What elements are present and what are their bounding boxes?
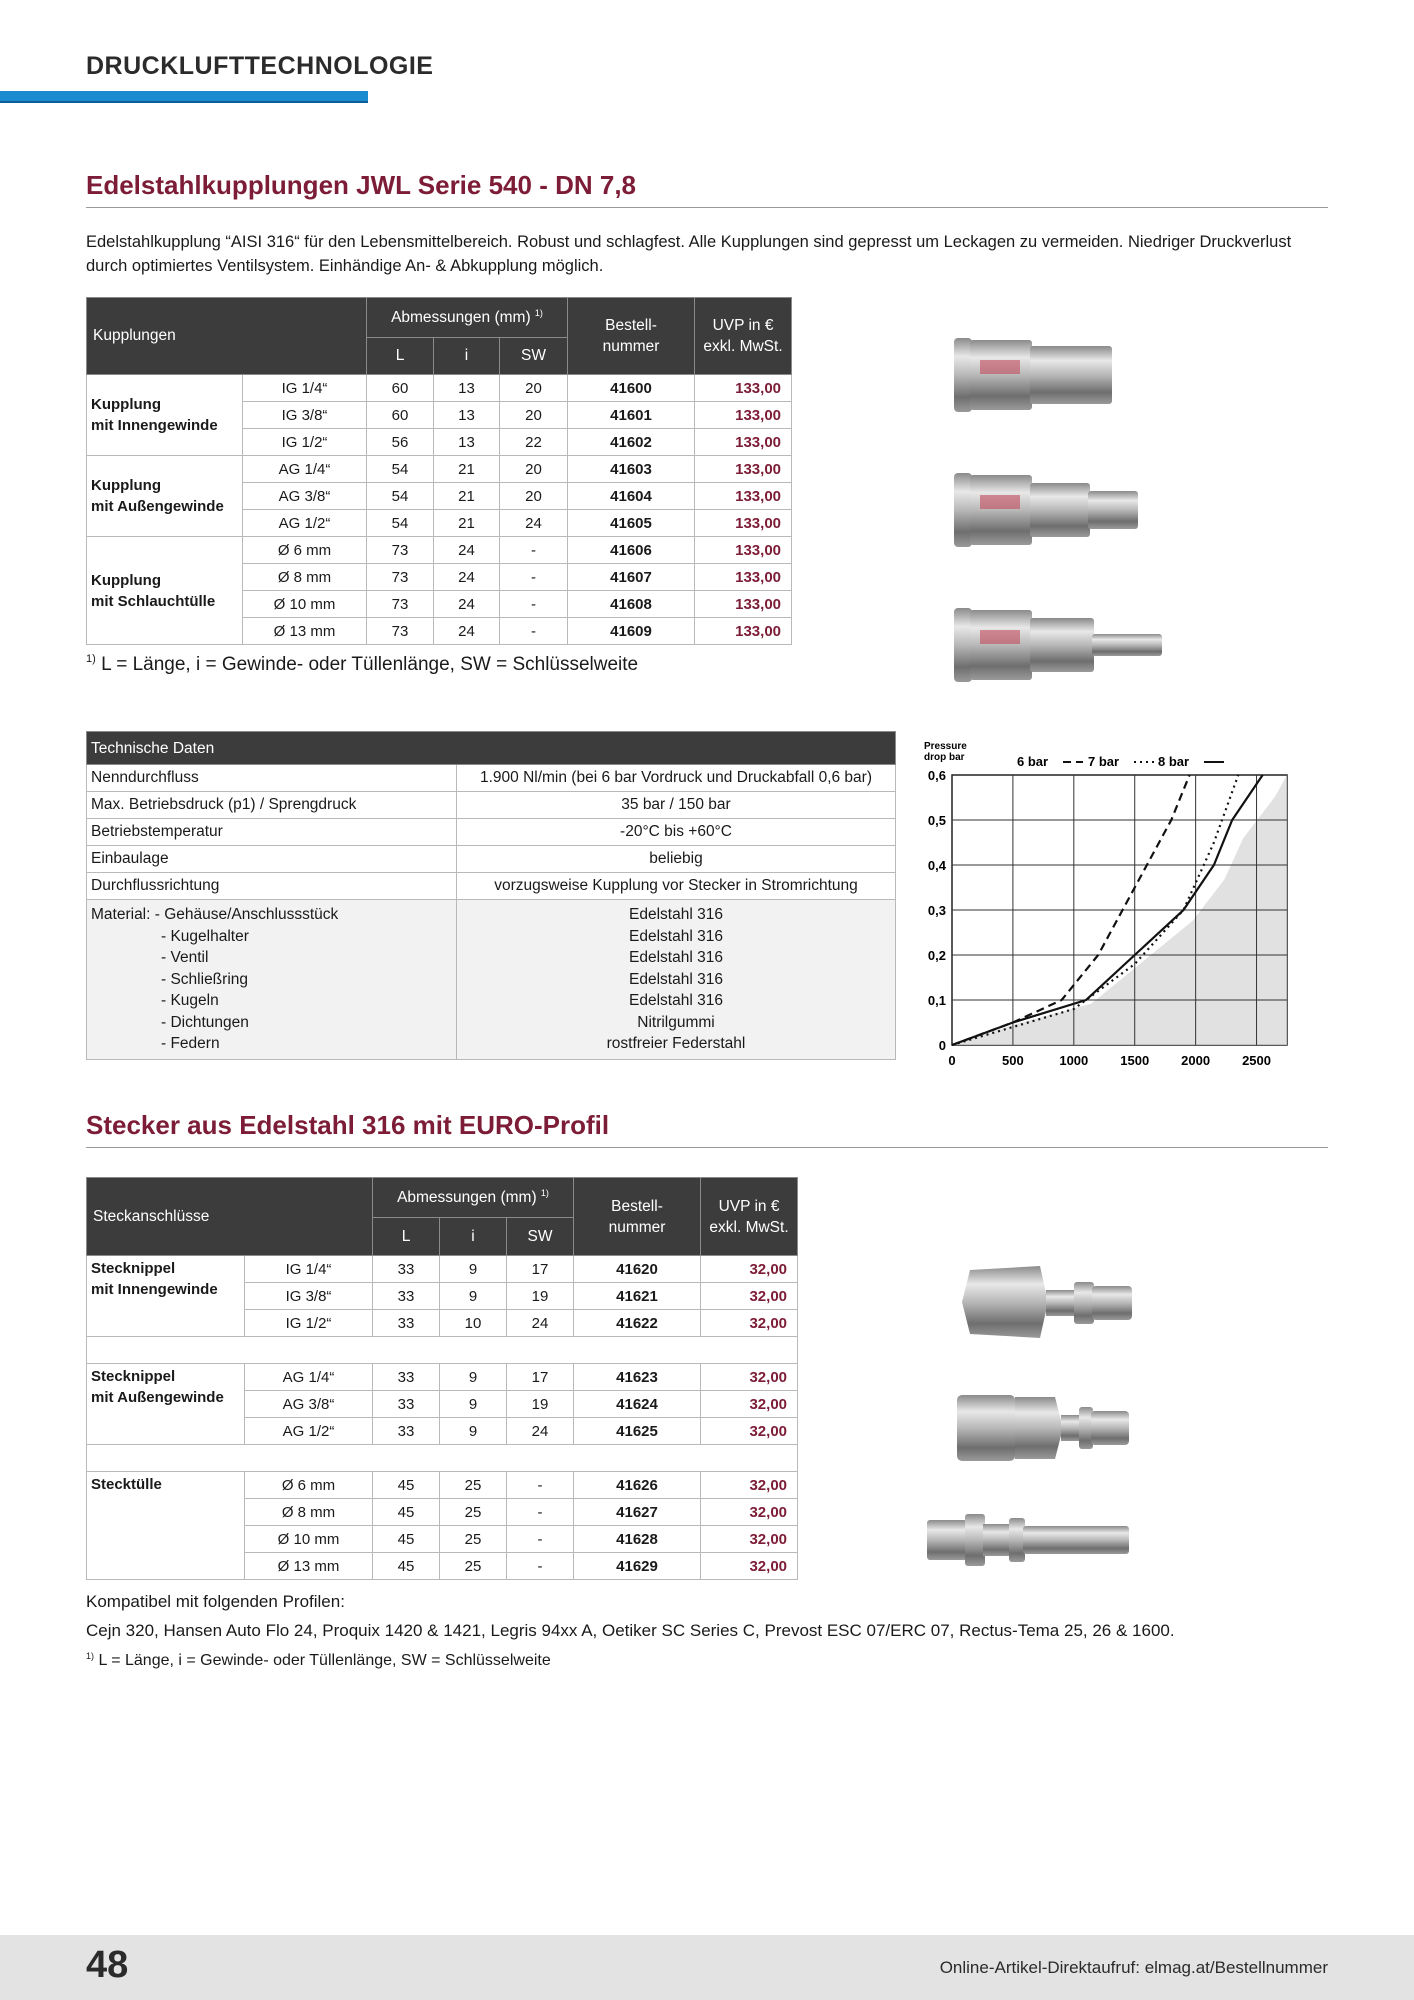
wrench-size-cell: - <box>507 1472 574 1499</box>
wrench-size-cell: - <box>500 537 568 564</box>
order-number-cell: 41604 <box>568 483 695 510</box>
size-cell: Ø 10 mm <box>245 1526 373 1553</box>
price-cell: 32,00 <box>701 1256 798 1283</box>
chart-legend-label: 6 bar <box>1017 754 1049 769</box>
size-cell: Ø 13 mm <box>243 618 367 645</box>
length-cell: 56 <box>367 429 434 456</box>
order-number-cell: 41621 <box>574 1283 701 1310</box>
material-part-label: - Federn <box>161 1035 220 1052</box>
size-cell: IG 3/8“ <box>243 402 367 429</box>
table-row <box>87 375 792 402</box>
order-number-cell: 41607 <box>568 564 695 591</box>
order-number-cell: 41605 <box>568 510 695 537</box>
thread-length-cell: 9 <box>440 1256 507 1283</box>
thread-length-cell: 9 <box>440 1418 507 1445</box>
wrench-size-cell: 24 <box>507 1310 574 1337</box>
material-part-value: Edelstahl 316 <box>629 927 723 945</box>
material-labels <box>87 900 457 1060</box>
compat-label: Kompatibel mit folgenden Profilen: <box>86 1592 345 1611</box>
length-cell: 54 <box>367 483 434 510</box>
chart-x-tick-label: 2000 <box>1181 1053 1211 1068</box>
chart-y-tick-label: 0,6 <box>927 768 946 783</box>
price-cell: 133,00 <box>695 375 792 402</box>
tech-value: 35 bar / 150 bar <box>457 792 896 819</box>
tech-row <box>87 873 896 900</box>
tech-table-title: Technische Daten <box>87 732 896 765</box>
chart-legend-label: 7 bar <box>1088 754 1120 769</box>
price-cell: 32,00 <box>701 1391 798 1418</box>
group-spacer <box>87 1337 798 1364</box>
group-label: Kupplung mit Außengewinde <box>87 456 243 537</box>
length-cell: 45 <box>373 1472 440 1499</box>
length-cell: 73 <box>367 564 434 591</box>
length-cell: 33 <box>373 1391 440 1418</box>
thread-length-cell: 25 <box>440 1499 507 1526</box>
wrench-size-cell: 19 <box>507 1391 574 1418</box>
group-label: Stecknippel mit Außengewinde <box>87 1364 245 1445</box>
tech-label: Nenndurchfluss <box>87 765 457 792</box>
tech-row <box>87 819 896 846</box>
length-cell: 54 <box>367 510 434 537</box>
price-cell: 32,00 <box>701 1364 798 1391</box>
tech-row <box>87 765 896 792</box>
length-cell: 33 <box>373 1310 440 1337</box>
group-label: Kupplung mit Schlauchtülle <box>87 537 243 645</box>
table-row <box>87 1364 798 1391</box>
tech-row <box>87 792 896 819</box>
header-accent-bar <box>0 91 368 101</box>
compat-list: Cejn 320, Hansen Auto Flo 24, Proquix 1420 & 1421, Legris 94xx A, Oetiker SC Series C, Prevost ESC 07/ERC 07, Rectus-Tema 25, 26 & 1600. <box>86 1621 1175 1640</box>
col-header-order: Bestell- nummer <box>568 298 695 375</box>
col-header-dims: Abmessungen (mm) $^{1)}$ <box>367 298 568 338</box>
thread-length-cell: 9 <box>440 1391 507 1418</box>
thread-length-cell: 24 <box>434 564 500 591</box>
wrench-size-cell: - <box>500 591 568 618</box>
thread-length-cell: 21 <box>434 483 500 510</box>
chart-x-tick-label: 2500 <box>1242 1053 1272 1068</box>
price-cell: 133,00 <box>695 537 792 564</box>
size-cell: AG 1/2“ <box>243 510 367 537</box>
size-cell: AG 1/2“ <box>245 1418 373 1445</box>
chart-y-tick-label: 0,4 <box>927 858 946 873</box>
price-cell: 133,00 <box>695 564 792 591</box>
group-label: Stecknippel mit Innengewinde <box>87 1256 245 1337</box>
tech-label: Durchflussrichtung <box>87 873 457 900</box>
size-cell: AG 3/8“ <box>245 1391 373 1418</box>
price-cell: 133,00 <box>695 510 792 537</box>
length-cell: 33 <box>373 1256 440 1283</box>
tech-label: Max. Betriebsdruck (p1) / Sprengdruck <box>87 792 457 819</box>
order-number-cell: 41625 <box>574 1418 701 1445</box>
footer-link-text: Online-Artikel-Direktaufruf: elmag.at/Bestellnummer <box>939 1958 1328 1977</box>
group-label: Kupplung mit Innengewinde <box>87 375 243 456</box>
table-row <box>87 1256 798 1283</box>
thread-length-cell: 24 <box>434 591 500 618</box>
chart-y-axis-label: drop bar <box>924 752 965 763</box>
col-header-sw: SW <box>507 1218 574 1256</box>
material-values <box>457 900 896 1060</box>
price-cell: 133,00 <box>695 402 792 429</box>
size-cell: IG 1/2“ <box>245 1310 373 1337</box>
wrench-size-cell: - <box>500 564 568 591</box>
length-cell: 33 <box>373 1418 440 1445</box>
coupling-hose-tail-image <box>950 600 1175 690</box>
order-number-cell: 41601 <box>568 402 695 429</box>
order-number-cell: 41609 <box>568 618 695 645</box>
chart-legend-label: 8 bar <box>1158 754 1190 769</box>
order-number-cell: 41603 <box>568 456 695 483</box>
section1-title: Edelstahlkupplungen JWL Serie 540 - DN 7,8 <box>86 170 636 200</box>
wrench-size-cell: - <box>507 1499 574 1526</box>
price-cell: 32,00 <box>701 1472 798 1499</box>
page-number: 48 <box>86 1944 129 1986</box>
chart-y-axis-label: Pressure <box>924 741 967 752</box>
thread-length-cell: 13 <box>434 429 500 456</box>
wrench-size-cell: - <box>507 1553 574 1580</box>
plug-male-thread-image <box>955 1385 1135 1470</box>
wrench-size-cell: 20 <box>500 402 568 429</box>
length-cell: 73 <box>367 618 434 645</box>
col-header-i: i <box>440 1218 507 1256</box>
wrench-size-cell: - <box>507 1526 574 1553</box>
tech-value: vorzugsweise Kupplung vor Stecker in Stromrichtung <box>457 873 896 900</box>
col-header-i: i <box>434 338 500 375</box>
price-cell: 32,00 <box>701 1553 798 1580</box>
wrench-size-cell: 20 <box>500 375 568 402</box>
col-header-price: UVP in € exkl. MwSt. <box>701 1178 798 1256</box>
length-cell: 73 <box>367 591 434 618</box>
length-cell: 45 <box>373 1553 440 1580</box>
section1-description: Edelstahlkupplung “AISI 316“ für den Lebensmittelbereich. Robust und schlagfest. Alle Kupplungen sind gepresst um Leckagen zu vermeiden. Niedriger Druckverlust durch optimiertes Ventilsystem. Einhändige An- & Abkupplung möglich. <box>86 233 1292 275</box>
material-part-value: Edelstahl 316 <box>629 949 723 966</box>
length-cell: 54 <box>367 456 434 483</box>
table-row <box>87 1472 798 1499</box>
price-cell: 32,00 <box>701 1283 798 1310</box>
section1-footnote: $^{1)}$ L = Länge, i = Gewinde- oder Tüllenlänge, SW = Schlüsselweite <box>86 653 639 675</box>
section2-rule <box>86 1147 1328 1148</box>
wrench-size-cell: - <box>500 618 568 645</box>
plug-table <box>86 1177 798 1580</box>
plug-female-thread-image <box>960 1260 1140 1345</box>
size-cell: AG 3/8“ <box>243 483 367 510</box>
order-number-cell: 41602 <box>568 429 695 456</box>
material-part-label: - Ventil <box>161 949 209 966</box>
wrench-size-cell: 20 <box>500 483 568 510</box>
tech-material-row <box>87 900 896 1060</box>
technical-data-table <box>86 731 896 1060</box>
wrench-size-cell: 19 <box>507 1283 574 1310</box>
material-part-label: - Kugelhalter <box>161 927 249 945</box>
price-cell: 32,00 <box>701 1418 798 1445</box>
size-cell: IG 3/8“ <box>245 1283 373 1310</box>
price-cell: 32,00 <box>701 1310 798 1337</box>
length-cell: 60 <box>367 402 434 429</box>
chart-x-tick-label: 0 <box>948 1053 956 1068</box>
thread-length-cell: 24 <box>434 537 500 564</box>
thread-length-cell: 9 <box>440 1283 507 1310</box>
coupling-table <box>86 297 792 645</box>
table-row <box>87 456 792 483</box>
material-part-label: - Kugeln <box>161 992 219 1009</box>
tech-value: -20°C bis +60°C <box>457 819 896 846</box>
size-cell: IG 1/4“ <box>243 375 367 402</box>
tech-label: Betriebstemperatur <box>87 819 457 846</box>
order-number-cell: 41629 <box>574 1553 701 1580</box>
size-cell: AG 1/4“ <box>245 1364 373 1391</box>
order-number-cell: 41600 <box>568 375 695 402</box>
order-number-cell: 41606 <box>568 537 695 564</box>
size-cell: AG 1/4“ <box>243 456 367 483</box>
header-accent-line <box>0 101 368 103</box>
price-cell: 133,00 <box>695 591 792 618</box>
section1-rule <box>86 207 1328 208</box>
size-cell: Ø 10 mm <box>243 591 367 618</box>
order-number-cell: 41624 <box>574 1391 701 1418</box>
size-cell: Ø 6 mm <box>243 537 367 564</box>
thread-length-cell: 13 <box>434 375 500 402</box>
price-cell: 32,00 <box>701 1526 798 1553</box>
material-part-label: - Schließring <box>161 970 248 988</box>
col-header-l: L <box>367 338 434 375</box>
material-part-label: Material: - Gehäuse/Anschlussstück <box>91 906 339 923</box>
thread-length-cell: 10 <box>440 1310 507 1337</box>
order-number-cell: 41622 <box>574 1310 701 1337</box>
price-cell: 133,00 <box>695 483 792 510</box>
section2-footnote: $^{1)}$ L = Länge, i = Gewinde- oder Tüllenlänge, SW = Schlüsselweite <box>86 1651 551 1669</box>
size-cell: Ø 6 mm <box>245 1472 373 1499</box>
thread-length-cell: 25 <box>440 1553 507 1580</box>
col-header-l: L <box>373 1218 440 1256</box>
material-part-value: Edelstahl 316 <box>629 906 723 923</box>
col-header-order: Bestell- nummer <box>574 1178 701 1256</box>
tech-value: 1.900 Nl/min (bei 6 bar Vordruck und Druckabfall 0,6 bar) <box>457 765 896 792</box>
section2-title: Stecker aus Edelstahl 316 mit EURO-Profil <box>86 1110 610 1140</box>
thread-length-cell: 25 <box>440 1526 507 1553</box>
chart-x-tick-label: 1500 <box>1120 1053 1150 1068</box>
coupling-male-thread-image <box>950 465 1150 555</box>
chart-y-tick-label: 0 <box>938 1038 946 1053</box>
wrench-size-cell: 20 <box>500 456 568 483</box>
coupling-female-thread-image <box>950 330 1120 420</box>
length-cell: 73 <box>367 537 434 564</box>
thread-length-cell: 13 <box>434 402 500 429</box>
material-part-value: Edelstahl 316 <box>629 970 723 988</box>
order-number-cell: 41623 <box>574 1364 701 1391</box>
price-cell: 133,00 <box>695 429 792 456</box>
size-cell: Ø 13 mm <box>245 1553 373 1580</box>
thread-length-cell: 24 <box>434 618 500 645</box>
length-cell: 33 <box>373 1364 440 1391</box>
chart-y-tick-label: 0,3 <box>927 903 946 918</box>
size-cell: IG 1/4“ <box>245 1256 373 1283</box>
tech-row <box>87 846 896 873</box>
tech-label: Einbaulage <box>87 846 457 873</box>
chart-y-tick-label: 0,2 <box>927 948 946 963</box>
col-header-dims: Abmessungen (mm) $^{1)}$ <box>373 1178 574 1218</box>
group-label: Stecktülle <box>87 1472 245 1580</box>
chart-x-tick-label: 1000 <box>1059 1053 1089 1068</box>
thread-length-cell: 25 <box>440 1472 507 1499</box>
pressure-drop-chart <box>918 735 1298 1068</box>
wrench-size-cell: 17 <box>507 1364 574 1391</box>
size-cell: IG 1/2“ <box>243 429 367 456</box>
table-row <box>87 537 792 564</box>
length-cell: 45 <box>373 1499 440 1526</box>
col-header-group: Kupplungen <box>87 298 367 375</box>
thread-length-cell: 21 <box>434 510 500 537</box>
order-number-cell: 41626 <box>574 1472 701 1499</box>
wrench-size-cell: 22 <box>500 429 568 456</box>
thread-length-cell: 21 <box>434 456 500 483</box>
col-header-group: Steckanschlüsse <box>87 1178 373 1256</box>
wrench-size-cell: 24 <box>500 510 568 537</box>
price-cell: 133,00 <box>695 618 792 645</box>
material-part-value: Nitrilgummi <box>637 1013 715 1031</box>
material-part-label: - Dichtungen <box>161 1013 249 1031</box>
chart-y-tick-label: 0,1 <box>927 993 946 1008</box>
length-cell: 60 <box>367 375 434 402</box>
chart-y-tick-label: 0,5 <box>927 813 946 828</box>
col-header-sw: SW <box>500 338 568 375</box>
col-header-price: UVP in € exkl. MwSt. <box>695 298 792 375</box>
chart-x-tick-label: 500 <box>1002 1053 1024 1068</box>
length-cell: 33 <box>373 1283 440 1310</box>
price-cell: 133,00 <box>695 456 792 483</box>
order-number-cell: 41608 <box>568 591 695 618</box>
plug-hose-tail-image <box>925 1510 1135 1570</box>
group-spacer <box>87 1445 798 1472</box>
material-part-value: rostfreier Federstahl <box>606 1035 746 1052</box>
material-part-value: Edelstahl 316 <box>629 992 723 1009</box>
tech-value: beliebig <box>457 846 896 873</box>
order-number-cell: 41620 <box>574 1256 701 1283</box>
size-cell: Ø 8 mm <box>243 564 367 591</box>
thread-length-cell: 9 <box>440 1364 507 1391</box>
wrench-size-cell: 17 <box>507 1256 574 1283</box>
order-number-cell: 41628 <box>574 1526 701 1553</box>
wrench-size-cell: 24 <box>507 1418 574 1445</box>
order-number-cell: 41627 <box>574 1499 701 1526</box>
length-cell: 45 <box>373 1526 440 1553</box>
price-cell: 32,00 <box>701 1499 798 1526</box>
page-header-title: DRUCKLUFTTECHNOLOGIE <box>86 52 434 80</box>
size-cell: Ø 8 mm <box>245 1499 373 1526</box>
